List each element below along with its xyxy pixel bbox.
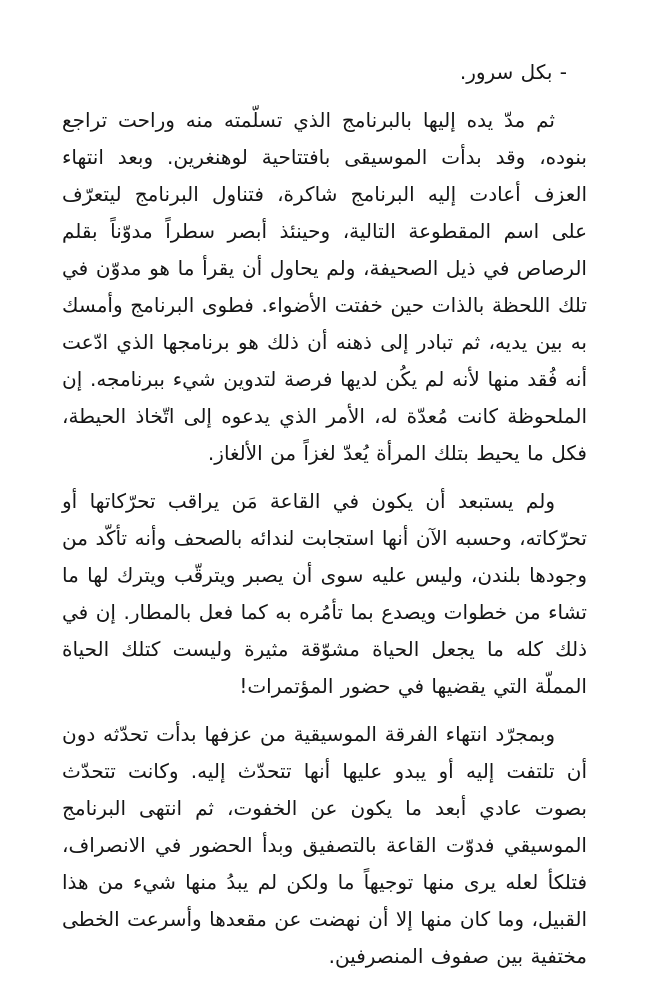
paragraph-2: ولم يستبعد أن يكون في القاعة مَن يراقب تحرّكاتها أو تحرّكاته، وحسبه الآن أنها استجابت لندائه بالصحف وأنه تأكّد من وجودها بلندن، وليس عليه سوى أن يصبر ويترقّب ويترك لها ما تشاء من خطوات ويصدع بما تأمُره به كما فعل بالمطار. إن في ذلك كله ما يجعل الحياة مشوّقة مثيرة وليست كتلك الحياة المملّة التي يقضيها في حضور المؤتمرات! — [62, 489, 587, 698]
page-text-block — [62, 54, 587, 975]
paragraph-dialogue: - بكل سرور. — [459, 60, 567, 84]
paragraph-3: وبمجرّد انتهاء الفرقة الموسيقية من عزفها بدأت تحدّثه دون أن تلتفت إليه أو يبدو عليها أنها تتحدّث إليه. وكانت تتحدّث بصوت عادي أبعد ما يكون عن الخفوت، ثم انتهى البرنامج الموسيقي فدوّت القاعة بالتصفيق وبدأ الحضور في الانصراف، فتلكأ لعله يرى منها توجيهاً ما ولكن لم يبدُ منها شيء من هذا القبيل، وما كان منها إلا أن نهضت عن مقعدها وأسرعت الخطى مختفية بين صفوف المنصرفين. — [62, 722, 587, 968]
paragraph-1: ثم مدّ يده إليها بالبرنامج الذي تسلّمته منه وراحت تراجع بنوده، وقد بدأت الموسيقى بافتتاحية لوهنغرين. وبعد انتهاء العزف أعادت إليه البرنامج شاكرة، فتناول البرنامج ليتعرّف على اسم المقطوعة التالية، وحينئذ أبصر سطراً مدوّناً بقلم الرصاص في ذيل الصحيفة، ولم يحاول أن يقرأ ما هو مدوّن في تلك اللحظة بالذات حين خفتت الأضواء. فطوى البرنامج وأمسك به بين يديه، ثم تبادر إلى ذهنه أن ذلك هو برنامجها الذي ادّعت أنه فُقد منها لأنه لم يكُن لديها فرصة لتدوين شيء ببرنامجه. إن الملحوظة كانت مُعدّة له، الأمر الذي يدعوه إلى اتّخاذ الحيطة، فكل ما يحيط بتلك المرأة يُعدّ لغزاً من الألغاز. — [62, 108, 587, 465]
